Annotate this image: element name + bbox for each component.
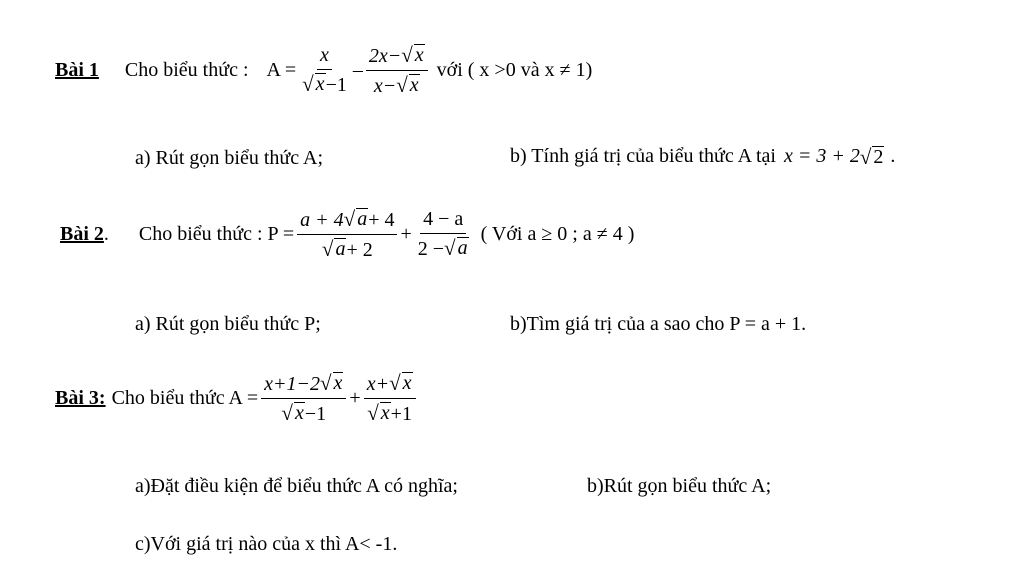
bai3-f1-numerator: x+1−2 √ x <box>261 372 346 399</box>
bai3-part-c: c)Với giá trị nào của x thì A< -1. <box>135 533 398 555</box>
bai3-f1-denominator: √ x −1 <box>281 401 327 425</box>
bai1-minus: – <box>352 59 363 81</box>
sqrt-symbol: √ 2 <box>859 144 884 169</box>
sqrt-symbol: √ a <box>444 236 468 260</box>
bai1-part-b-expr: x = 3 + 2 <box>783 145 860 167</box>
bai1-f1-denominator: √ x −1 <box>302 72 347 96</box>
bai1-part-b-end: . <box>890 145 896 167</box>
sqrt-symbol: √ x <box>302 72 325 96</box>
bai1-condition: với ( x >0 và x ≠ 1) <box>436 59 593 81</box>
bai3-plus: + <box>349 387 361 409</box>
bai1-f1-numerator: x <box>317 45 332 70</box>
bai1-intro: Cho biểu thức : <box>124 59 249 81</box>
bai1-part-a: a) Rút gọn biểu thức A; <box>135 147 324 169</box>
bai2-f2-denominator: 2 − √ a <box>417 236 468 260</box>
bai2-part-b: b)Tìm giá trị của a sao cho P = a + 1. <box>510 313 807 335</box>
bai1-problem <box>55 44 592 97</box>
bai2-condition: ( Với a ≥ 0 ; a ≠ 4 ) <box>480 223 635 245</box>
sqrt-symbol: √ a <box>321 237 346 261</box>
bai3-f2-denominator: √ x +1 <box>367 401 412 425</box>
sqrt-symbol: √ a <box>343 207 368 231</box>
bai2-fraction-1 <box>297 208 397 261</box>
bai3-f2-numerator: x+ √ x <box>364 372 416 399</box>
sqrt-symbol: √ x <box>389 371 412 395</box>
bai2-fraction-2 <box>415 209 472 260</box>
bai2-f1-denominator: √ a + 2 <box>321 237 373 261</box>
bai1-f2-numerator: 2x− √ x <box>366 44 428 71</box>
sqrt-symbol: √ x <box>396 73 419 97</box>
bai1-fraction-1 <box>299 45 350 96</box>
bai2-problem: Bài 2 . Cho biểu thức : P = a + 4 √ a + 4 √ a + 2 + 4 − a 2 − √ a ( Với a ≥ 0 ; a ≠ 4 ) <box>60 207 635 261</box>
bai3-fraction-1 <box>261 372 346 425</box>
bai2-title: Bài 2 <box>60 223 104 245</box>
bai2-plus: + <box>400 223 412 245</box>
sqrt-symbol: √ x <box>401 43 424 67</box>
bai2-f1-numerator: a + 4 √ a + 4 <box>297 208 397 235</box>
bai3-problem <box>55 372 419 425</box>
bai1-part-b <box>510 145 895 168</box>
bai1-title: Bài 1 <box>55 59 99 81</box>
bai3-intro: Cho biểu thức A = <box>111 387 259 409</box>
bai2-f2-numerator: 4 − a <box>420 209 466 234</box>
sqrt-symbol: √ x <box>281 401 304 425</box>
sqrt-symbol: √ x <box>367 401 390 425</box>
bai3-part-a: a)Đặt điều kiện để biểu thức A có nghĩa; <box>135 475 458 497</box>
bai2-intro: Cho biểu thức : P = <box>138 223 295 245</box>
bai3-fraction-2 <box>364 372 416 425</box>
bai3-title: Bài 3: <box>55 387 106 409</box>
bai2-part-a: a) Rút gọn biểu thức P; <box>135 313 321 335</box>
bai3-part-b: b)Rút gọn biểu thức A; <box>587 475 772 497</box>
bai1-part-b-text: b) Tính giá trị của biểu thức A tại <box>510 145 776 167</box>
bai1-lhs: A = <box>266 59 297 81</box>
bai1-f2-denominator: x− √ x <box>373 73 419 97</box>
sqrt-symbol: √ x <box>320 371 343 395</box>
bai1-fraction-2 <box>366 44 428 97</box>
